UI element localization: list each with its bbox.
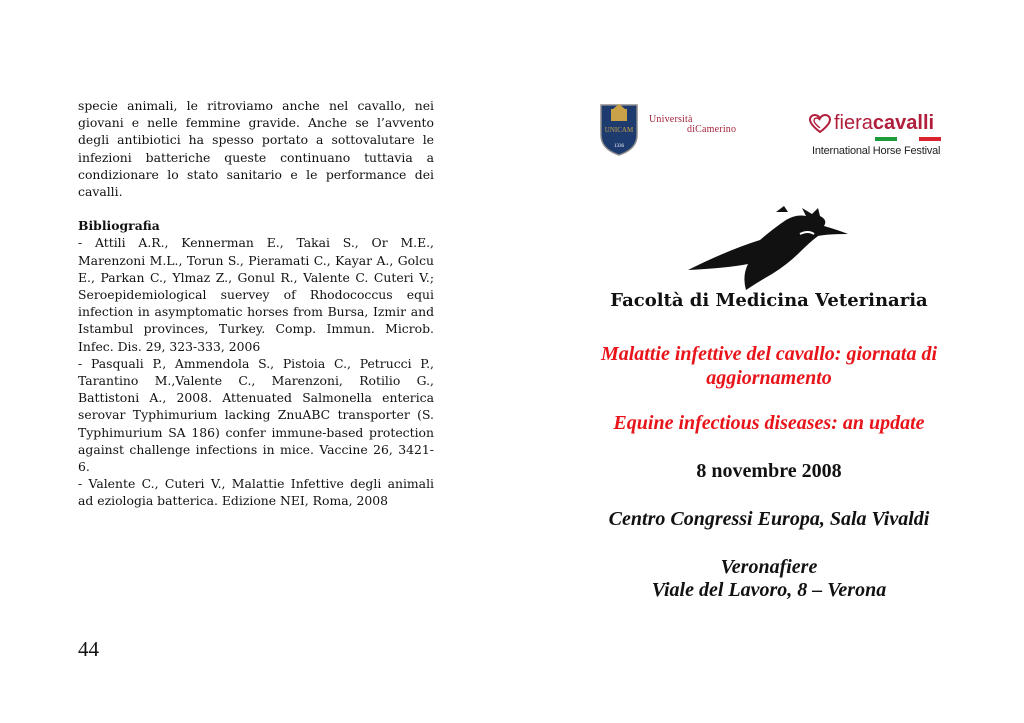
horse-head-logo bbox=[688, 206, 848, 292]
unicam-wordmark bbox=[649, 115, 745, 135]
event-title-italian-line1: Malattie infettive del cavallo: giornata di bbox=[600, 343, 938, 365]
intro-paragraph: specie animali, le ritroviamo anche nel cavallo, nei giovani e nelle femmine gravide. Anche se l’avvento degli antibiotici ha spesso portato a sottovalutare le infezioni batteriche queste continuano tuttavia a condizionare lo stato sanitario e le performance dei cavalli. bbox=[78, 98, 434, 200]
bibliography-entry: - Valente C., Cuteri V., Malattie Infettive degli animali ad eziologia batterica. Edizione NEI, Roma, 2008 bbox=[78, 476, 434, 509]
unicam-line2: diCamerino bbox=[687, 124, 737, 135]
italian-flag-stripe bbox=[875, 137, 941, 141]
event-title-italian-line2: aggiornamento bbox=[706, 367, 832, 389]
heart-icon bbox=[809, 114, 831, 133]
bibliography-entry: - Attili A.R., Kennerman E., Takai S., Or M.E., Marenzoni M.L., Torun S., Pieramati C., Kayar A., Golcu E., Parkan C., Ylmaz Z., Gonul R., Valente C. Cuteri V.; Seroepidemiological suervey of Rhodococcus equi infection in asymptomatic horses from Bursa, Izmir and Istambul provinces, Turkey. Comp. Immun. Microb. Infec. Dis. 29, 323-333, 2006 bbox=[78, 235, 434, 354]
event-venue: Centro Congressi Europa, Sala Vivaldi bbox=[608, 508, 930, 530]
unicam-line1: Università bbox=[649, 114, 693, 125]
fiera-wordmark-part2: cavalli bbox=[872, 112, 935, 134]
unicam-crest-logo bbox=[597, 101, 641, 157]
event-title-italian bbox=[560, 342, 978, 390]
event-date: 8 novembre 2008 bbox=[696, 460, 842, 482]
bibliography-entry: - Pasquali P., Ammendola S., Pistoia C., Petrucci P., Tarantino M.,Valente C., Marenzoni, Rotilio G., Battistoni A., 2008. Attenuated Salmonella enterica serovar Typhimurium lacking ZnuABC transporter (S. Typhimurium SA 186) confer immune-based protection against challenge infections in mice. Vaccine 26, 3421-6. bbox=[78, 355, 434, 475]
event-place: Veronafiere bbox=[720, 556, 818, 578]
unicam-crest-text: UNICAM bbox=[604, 126, 634, 134]
bibliography-title: Bibliografia bbox=[78, 218, 160, 234]
event-title-english: Equine infectious diseases: an update bbox=[613, 412, 925, 434]
left-column bbox=[78, 97, 434, 510]
page-number: 44 bbox=[78, 637, 99, 661]
event-address: Viale del Lavoro, 8 – Verona bbox=[651, 579, 887, 601]
fiera-wordmark-part1: fiera bbox=[834, 112, 873, 134]
fiera-subtitle: International Horse Festival bbox=[812, 145, 941, 157]
faculty-title: Facoltà di Medicina Veterinaria bbox=[610, 290, 928, 311]
event-location bbox=[560, 556, 978, 602]
unicam-year: 1336 bbox=[614, 144, 624, 149]
